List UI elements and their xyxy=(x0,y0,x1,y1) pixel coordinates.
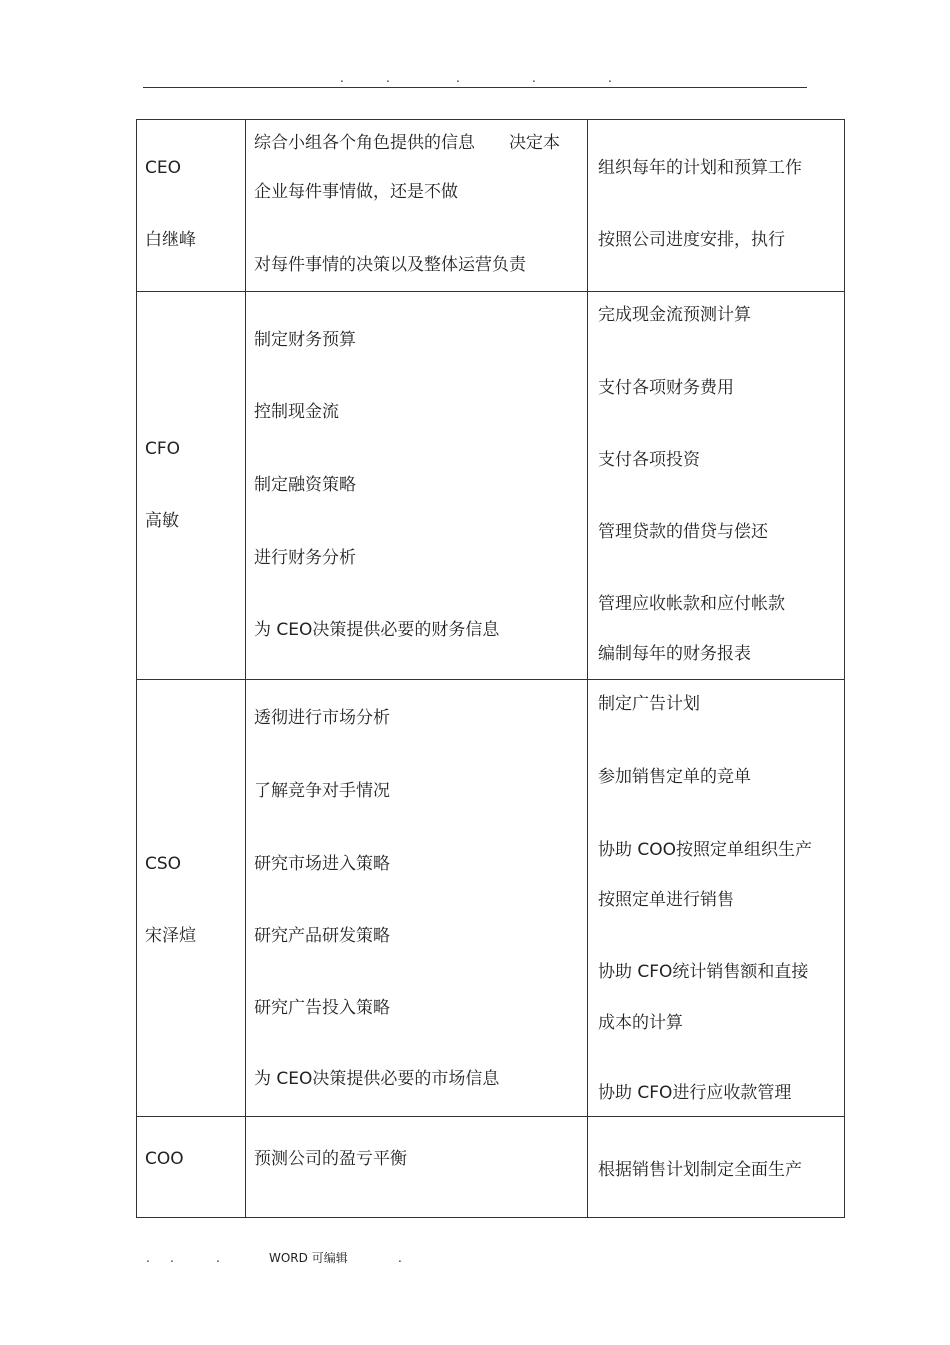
role-cell xyxy=(137,1117,246,1218)
tasks-cell xyxy=(588,120,845,292)
task-text: 协助 CFO统计销售额和直接 xyxy=(598,962,809,982)
task-text: 协助 CFO进行应收款管理 xyxy=(598,1083,792,1103)
member-name: 宋泽煊 xyxy=(145,926,196,946)
footer-dot: . xyxy=(146,1251,150,1265)
role-cell xyxy=(137,120,246,292)
table-row xyxy=(137,292,845,680)
role-title: CSO xyxy=(145,854,182,874)
member-name: 高敏 xyxy=(145,511,179,531)
roles-table xyxy=(136,119,845,1218)
header-dot: . xyxy=(608,71,612,85)
duty-text: 进行财务分析 xyxy=(254,548,356,568)
footer-dot: . xyxy=(170,1251,174,1265)
header-dot: . xyxy=(532,71,536,85)
task-text: 协助 COO按照定单组织生产 xyxy=(598,840,813,860)
task-text: 制定广告计划 xyxy=(598,694,700,714)
duty-text: 研究产品研发策略 xyxy=(254,926,390,946)
task-text: 编制每年的财务报表 xyxy=(598,644,751,664)
task-text: 按照定单进行销售 xyxy=(598,890,734,910)
duties-cell xyxy=(246,680,588,1117)
task-text: 管理贷款的借贷与偿还 xyxy=(598,522,768,542)
footer-dot: . xyxy=(398,1251,402,1265)
duty-text: 为 CEO决策提供必要的市场信息 xyxy=(254,1069,500,1089)
tasks-cell xyxy=(588,292,845,680)
duty-text: 研究广告投入策略 xyxy=(254,998,390,1018)
table-row xyxy=(137,1117,845,1218)
role-title: CFO xyxy=(145,439,181,459)
table-row xyxy=(137,120,845,292)
header-dots xyxy=(0,72,950,86)
header-dot: . xyxy=(340,71,344,85)
task-text: 完成现金流预测计算 xyxy=(598,305,751,325)
header-rule xyxy=(143,87,807,88)
duty-text: 制定财务预算 xyxy=(254,330,356,350)
tasks-cell xyxy=(588,1117,845,1218)
duties-cell xyxy=(246,292,588,680)
task-text: 参加销售定单的竞单 xyxy=(598,767,751,787)
member-name: 白继峰 xyxy=(145,230,196,250)
header-dot: . xyxy=(456,71,460,85)
duties-cell xyxy=(246,1117,588,1218)
role-cell xyxy=(137,680,246,1117)
table-row xyxy=(137,680,845,1117)
role-title: COO xyxy=(145,1149,184,1169)
footer-dot: . xyxy=(216,1251,220,1265)
tasks-cell xyxy=(588,680,845,1117)
task-text: 成本的计算 xyxy=(598,1013,683,1033)
duty-text: 了解竞争对手情况 xyxy=(254,781,390,801)
duty-text: 预测公司的盈亏平衡 xyxy=(254,1149,407,1169)
footer-label: WORD 可编辑 xyxy=(269,1251,348,1265)
duty-text: 控制现金流 xyxy=(254,402,339,422)
duty-text: 研究市场进入策略 xyxy=(254,854,390,874)
duty-text: 透彻进行市场分析 xyxy=(254,708,390,728)
duty-text: 企业每件事情做，还是不做 xyxy=(254,182,458,202)
task-text: 支付各项财务费用 xyxy=(598,378,734,398)
role-title: CEO xyxy=(145,158,181,178)
task-text: 按照公司进度安排，执行 xyxy=(598,230,785,250)
duty-text: 对每件事情的决策以及整体运营负责 xyxy=(254,255,526,275)
role-cell xyxy=(137,292,246,680)
duties-cell xyxy=(246,120,588,292)
duty-text: 为 CEO决策提供必要的财务信息 xyxy=(254,620,500,640)
task-text: 管理应收帐款和应付帐款 xyxy=(598,594,785,614)
task-text: 根据销售计划制定全面生产 xyxy=(598,1160,802,1180)
header-dot: . xyxy=(386,71,390,85)
duty-text: 制定融资策略 xyxy=(254,475,356,495)
page-footer xyxy=(0,1251,950,1267)
duty-text: 综合小组各个角色提供的信息 决定本 xyxy=(254,133,560,153)
task-text: 支付各项投资 xyxy=(598,450,700,470)
task-text: 组织每年的计划和预算工作 xyxy=(598,158,802,178)
